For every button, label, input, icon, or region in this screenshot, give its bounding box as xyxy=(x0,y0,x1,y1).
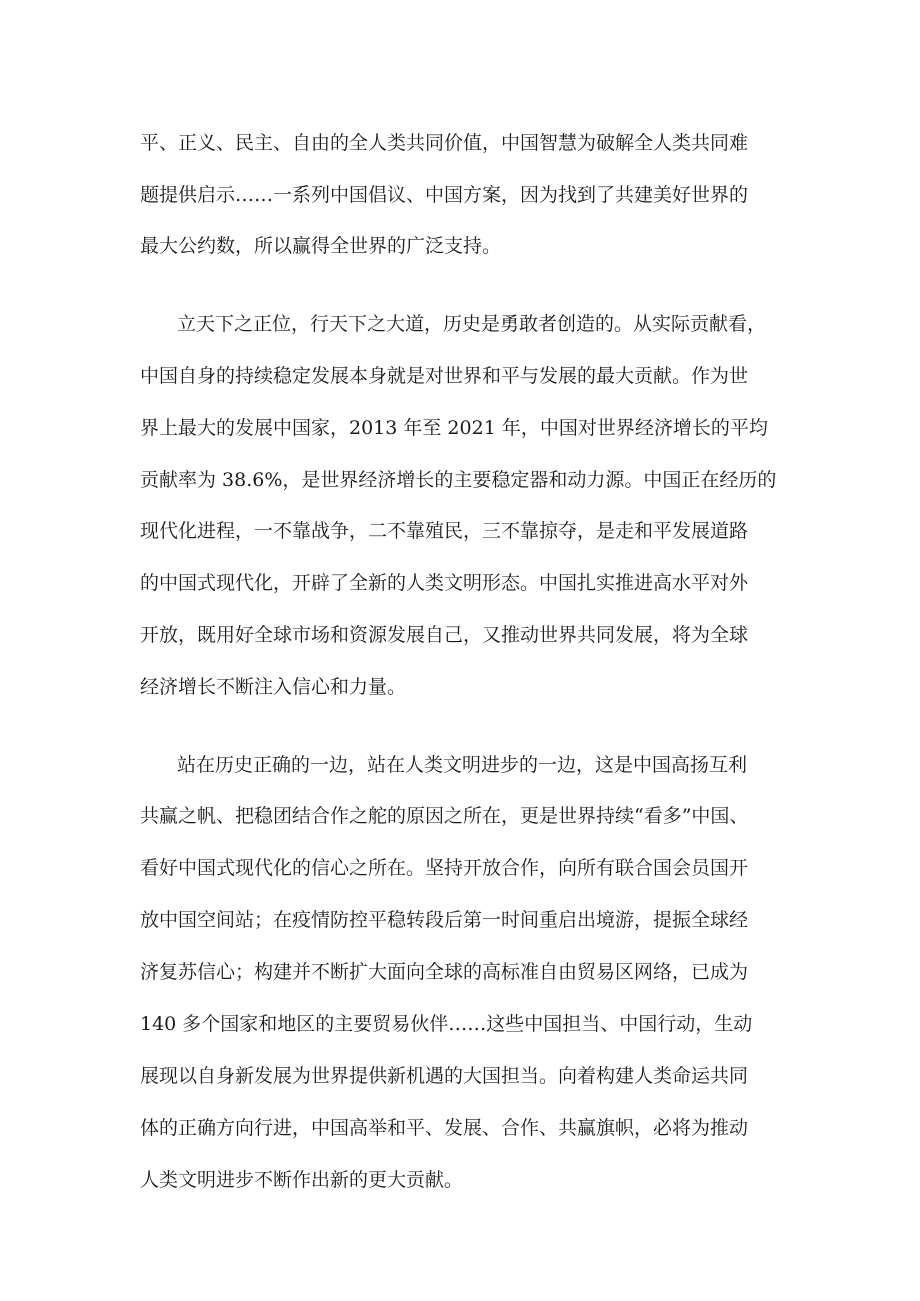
text-line: 体的正确方向行进，中国高举和平、发展、合作、共赢旗帜，必将为推动 xyxy=(140,1117,749,1139)
text-line: 立天下之正位，行天下之大道，历史是勇敢者创造的。从实际贡献看， xyxy=(177,313,767,335)
text-line: 放中国空间站；在疫情防控平稳转段后第一时间重启出境游，提振全球经 xyxy=(140,909,749,931)
text-line: 经济增长不断注入信心和力量。 xyxy=(140,676,407,698)
text-line: 贡献率为 38.6%，是世界经济增长的主要稳定器和动力源。中国正在经历的 xyxy=(140,469,777,491)
text-line: 平、正义、民主、自由的全人类共同价值，中国智慧为破解全人类共同难 xyxy=(140,132,749,154)
text-line: 共赢之帆、把稳团结合作之舵的原因之所在，更是世界持续“看多”中国、 xyxy=(140,805,749,827)
text-line: 开放，既用好全球市场和资源发展自己，又推动世界共同发展，将为全球 xyxy=(140,624,749,646)
text-line: 展现以自身新发展为世界提供新机遇的大国担当。向着构建人类命运共同 xyxy=(140,1065,749,1087)
text-line: 站在历史正确的一边，站在人类文明进步的一边，这是中国高扬互利 xyxy=(177,754,748,776)
text-line: 中国自身的持续稳定发展本身就是对世界和平与发展的最大贡献。作为世 xyxy=(140,365,749,387)
text-line: 现代化进程，一不靠战争，二不靠殖民，三不靠掠夺，是走和平发展道路 xyxy=(140,520,749,542)
text-line: 界上最大的发展中国家，2013 年至 2021 年，中国对世界经济增长的平均 xyxy=(140,417,768,439)
text-line: 看好中国式现代化的信心之所在。坚持开放合作，向所有联合国会员国开 xyxy=(140,857,749,879)
text-line: 题提供启示……一系列中国倡议、中国方案，因为找到了共建美好世界的 xyxy=(140,184,749,206)
text-line: 人类文明进步不断作出新的更大贡献。 xyxy=(140,1169,464,1191)
text-line: 的中国式现代化，开辟了全新的人类文明形态。中国扎实推进高水平对外 xyxy=(140,572,749,594)
text-line: 140 多个国家和地区的主要贸易伙伴……这些中国担当、中国行动，生动 xyxy=(140,1013,753,1035)
text-line: 最大公约数，所以赢得全世界的广泛支持。 xyxy=(140,235,502,257)
text-line: 济复苏信心；构建并不断扩大面向全球的高标准自由贸易区网络，已成为 xyxy=(140,961,749,983)
